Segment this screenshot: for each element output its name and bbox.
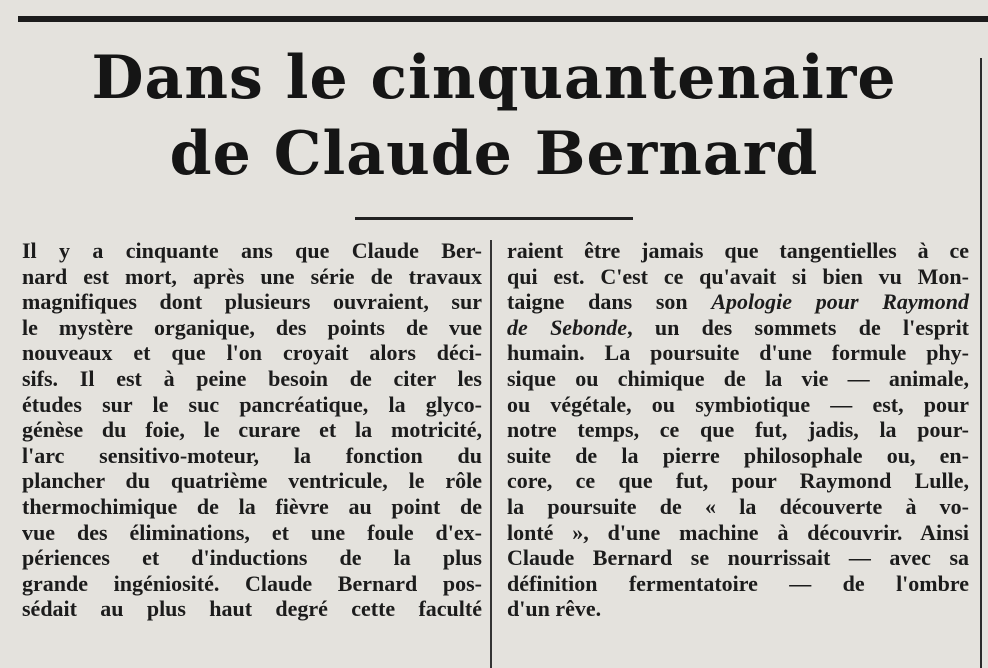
text-line: Il y a cinquante ans que Claude Ber- <box>22 238 482 263</box>
text-line: magnifiques dont plusieurs ouvraient, sur <box>22 289 482 315</box>
text-line: lonté », d'une machine à découvrir. Ainsi <box>507 519 969 545</box>
text-fragment: , un des sommets de l'esprit <box>627 314 970 340</box>
text-line: sédait au plus haut degré cette faculté <box>22 596 482 622</box>
text-line: la poursuite de « la découverte à vo- <box>507 493 969 519</box>
text-line <box>507 289 969 315</box>
text-line: thermochimique de la fièvre au point de <box>22 493 482 519</box>
text-line: nouveaux et que l'on croyait alors déci- <box>22 340 482 366</box>
text-line: plancher du quatrième ventricule, le rôle <box>22 468 482 494</box>
text-line: Claude Bernard se nourrissait — avec sa <box>507 545 969 571</box>
right-column <box>507 238 969 622</box>
text-line: suite de la pierre philosophale ou, en- <box>507 442 969 468</box>
text-fragment: taigne dans son <box>507 289 712 315</box>
text-line: notre temps, ce que fut, jadis, la pour- <box>507 417 969 443</box>
top-rule <box>18 0 988 22</box>
column-divider <box>490 240 492 668</box>
headline <box>0 40 988 192</box>
text-line: ou végétale, ou symbiotique — est, pour <box>507 391 969 417</box>
text-line <box>507 315 969 341</box>
text-line: génèse du foie, le curare et la motricité, <box>22 417 482 443</box>
headline-line-2: de Claude Bernard <box>169 119 819 189</box>
headline-line-1: Dans le cinquantenaire <box>91 43 897 113</box>
title-underline <box>355 217 633 220</box>
text-line: humain. La poursuite d'une formule phy- <box>507 340 969 366</box>
text-line: d'un rêve. <box>507 596 602 622</box>
book-title-italic: Apologie pour Raymond <box>711 289 969 315</box>
text-line: sique ou chimique de la vie — animale, <box>507 365 969 391</box>
left-column <box>22 238 482 622</box>
text-line: nard est mort, après une série de travaux <box>22 263 482 289</box>
text-line: études sur le suc pancréatique, la glyco- <box>22 391 482 417</box>
text-line: core, ce que fut, pour Raymond Lulle, <box>507 468 969 494</box>
text-line: grande ingéniosité. Claude Bernard pos- <box>22 570 482 596</box>
text-line: qui est. C'est ce qu'avait si bien vu Mon- <box>507 263 969 289</box>
text-line: raient être jamais que tangentielles à ce <box>507 238 969 263</box>
text-line: définition fermentatoire — de l'ombre <box>507 570 969 596</box>
text-line: sifs. Il est à peine besoin de citer les <box>22 365 482 391</box>
text-line: le mystère organique, des points de vue <box>22 314 482 340</box>
text-line: périences et d'inductions de la plus <box>22 545 482 571</box>
text-line: l'arc sensitivo-moteur, la fonction du <box>22 442 482 468</box>
book-title-italic: de Sebonde <box>507 314 628 340</box>
text-line: vue des éliminations, et une foule d'ex- <box>22 519 482 545</box>
